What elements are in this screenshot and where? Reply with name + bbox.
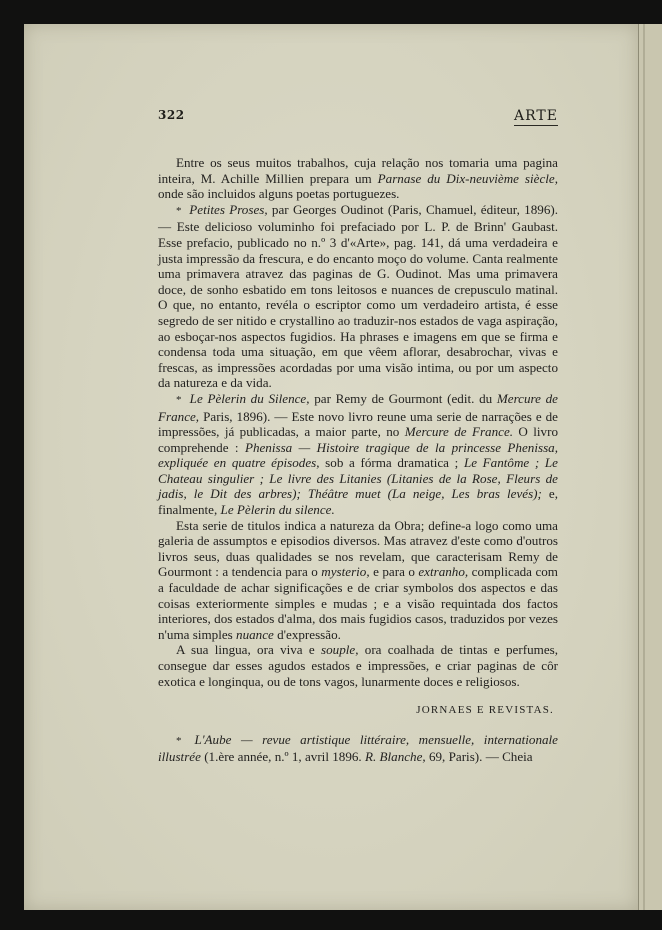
asterisk-marker: * [176,393,186,406]
asterisk-marker: * [176,204,186,217]
italic-text: Le Fantôme ; Le Chateau singulier ; Le livre des Litanies (Litanies de la Rose, Fleurs de jadis, le Dit des arbres); Théâtre muet (La neige, Les bras levés); [158,455,558,502]
page-edge-line [643,24,645,910]
page-number: 322 [158,108,185,122]
italic-text: souple, [321,642,359,658]
adjacent-page-edge [638,24,662,910]
text-run: par Georges Oudinot (Paris, Chamuel, éditeur, 1896). — Este delicioso voluminho foi prefaciado por L. P. de Brinn' Gaubast. Esse prefacio, publicado no n.º 3 d'«Arte», pag. 141, dá uma verdadeira e justa impressão da frescura, e do encanto moço do volume. Canta realmente uma primavera atravez das paginas de G. Oudinot. Mas uma primavera doce, de sonho esbatido em tons leitosos e nuances de crepusculo matinal. O que, no entanto, revéla o escriptor como um verdadeiro artista, é esse segredo de ser nitido e crystallino ao traduzir-nos estados de vaga aspiração, ao esboçar-nos aspectos fugidios. Ha phrases e imagens em que se firma e condensa toda uma situação, em que vêem aflorar, desabrochar, vivas e frescas, as impressões acordadas por uma visão intima, ou por um aspecto da natureza e da vida. [158,201,558,391]
paragraph-millien [158,155,558,202]
text-run: Esta serie de titulos indica a natureza da Obra; define-a logo como uma galeria de assumptos e episodios diversos. Mas atravez d'este como d'outros livros seus, duas qualidades se nos revelam, que caracterisam Remy de Gourmont : a tendencia para o [158,517,558,580]
italic-text: Petites Proses, [189,201,268,217]
text-run: ora coalhada de tintas e perfumes, consegue dar esses agudos estados e impressões, e criar paginas de côr exotica e longinqua, ou de tons vagos, lunarmente doces e religiosos. [158,642,558,689]
page-header [158,108,560,128]
text-run: A sua lingua, ora viva e [176,642,322,658]
asterisk-marker: * [176,734,191,747]
running-title: ARTE [514,108,558,124]
text-run: (1.ère année, n.º 1, avril 1896. [200,749,365,765]
paragraph-petites-proses [158,202,558,391]
italic-text: nuance [236,626,274,642]
italic-text: L'Aube — revue artistique littéraire, mensuelle, internationale illustrée [158,731,558,765]
italic-text: Mercure de France, [158,390,558,424]
text-run: par Remy de Gourmont (edit. du [309,390,497,406]
text-run: d'expressão. [273,626,341,642]
text-run: e para o [369,564,419,580]
text-run: onde são incluidos alguns poetas portuguezes. [158,186,400,202]
italic-text: Parnase du Dix-neuvième siècle, [377,170,559,186]
text-run: Entre os seus muitos trabalhos, cuja relação nos tomaria uma pagina inteira, M. Achille Millien prepara um [158,155,558,186]
italic-text: Mercure de France. [404,424,514,440]
text-run: Paris, 1896). — Este novo livro reune uma serie de narrações e de impressões, já publicadas, a maior parte, no [158,408,558,440]
italic-text: Phenissa — Histoire tragique de la princesse Phenissa, expliquée en quatre épisodes, [158,439,558,471]
paragraph-serie-de-titulos [158,518,558,643]
text-run: O livro comprehende : [158,424,558,455]
italic-text: extranho, [418,564,469,580]
paragraph-sua-lingua [158,642,558,689]
text-run: sob a fórma dramatica ; [319,455,464,471]
italic-text: Le Pèlerin du silence. [220,502,335,518]
text-run: complicada com a faculdade de achar significações e de criar symbolos dos aspectos e das coisas exteriormente simples e mudas ; e a visão requintada dos factos interiores, dos estados d'alma, dos mais fugidios casos, traduzidos por vezes n'uma simples [158,564,558,642]
paragraph-pelerin-du-silence [158,391,558,518]
section-heading: JORNAES E REVISTAS. [416,704,554,717]
italic-text: Le Pèlerin du Silence, [189,390,310,406]
page-body [158,155,558,765]
text-run: e, finalmente, [158,486,558,518]
text-run: 69, Paris). — Cheia [425,749,533,765]
italic-text: mysterio, [321,564,370,580]
italic-text: R. Blanche, [364,749,426,765]
paragraph-laube [158,732,558,765]
